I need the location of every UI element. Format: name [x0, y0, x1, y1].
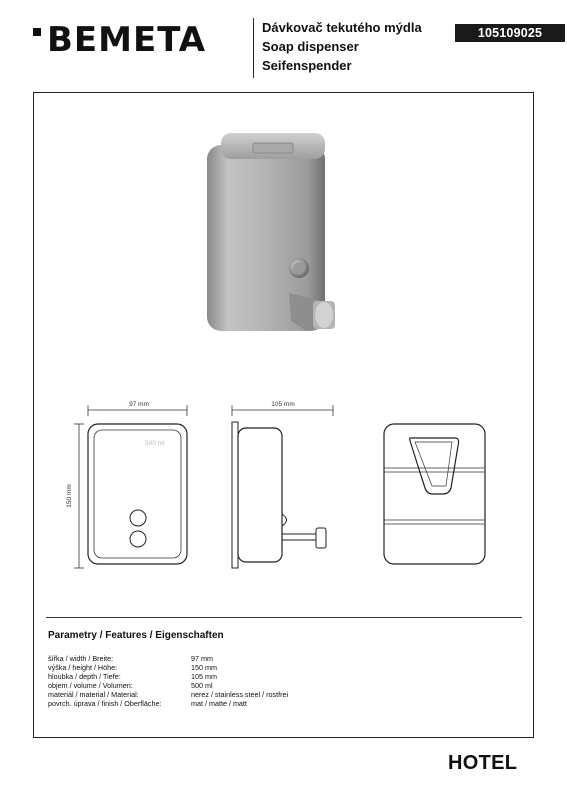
feature-label: materiál / material / Material: — [48, 690, 139, 699]
feature-row-width — [48, 654, 288, 663]
title-czech: Dávkovač tekutého mýdla — [262, 20, 422, 35]
header-divider — [253, 18, 254, 78]
front-view-drawing — [66, 401, 187, 568]
top-view-drawing — [384, 424, 485, 564]
feature-label: objem / volume / Volumen: — [48, 681, 133, 690]
feature-value: nerez / stainless steel / rostfrei — [191, 690, 289, 699]
feature-value: 500 ml — [191, 681, 213, 690]
technical-drawings — [55, 398, 505, 583]
section-divider — [46, 617, 522, 618]
feature-label: výška / height / Höhe: — [48, 663, 118, 672]
feature-row-finish — [48, 699, 288, 708]
side-view-drawing — [232, 401, 333, 568]
width-dimension-label: 97 mm — [129, 401, 149, 408]
features-list — [48, 654, 288, 708]
bemeta-logo — [33, 18, 233, 58]
feature-row-depth — [48, 672, 288, 681]
soap-dispenser-photo — [203, 131, 348, 337]
title-english: Soap dispenser — [262, 39, 359, 54]
feature-value: 105 mm — [191, 672, 217, 681]
depth-dimension-label: 105 mm — [271, 401, 295, 408]
height-dimension-label: 150 mm — [66, 484, 73, 508]
feature-label: povrch. úprava / finish / Oberfläche: — [48, 699, 162, 708]
product-code-badge: 105109025 — [455, 24, 565, 42]
feature-value: 97 mm — [191, 654, 213, 663]
volume-marking: 500 ml — [145, 440, 165, 447]
svg-text:BEMETA: BEMETA — [47, 20, 207, 58]
product-titles — [262, 18, 422, 75]
feature-value: 150 mm — [191, 663, 217, 672]
feature-row-volume — [48, 681, 288, 690]
feature-label: šířka / width / Breite: — [48, 654, 114, 663]
category-label: HOTEL — [448, 752, 518, 774]
feature-row-material — [48, 690, 288, 699]
feature-row-height — [48, 663, 288, 672]
title-german: Seifenspender — [262, 58, 352, 73]
feature-value: mat / matte / matt — [191, 699, 247, 708]
feature-label: hloubka / depth / Tiefe: — [48, 672, 121, 681]
features-heading: Parametry / Features / Eigenschaften — [48, 630, 224, 641]
